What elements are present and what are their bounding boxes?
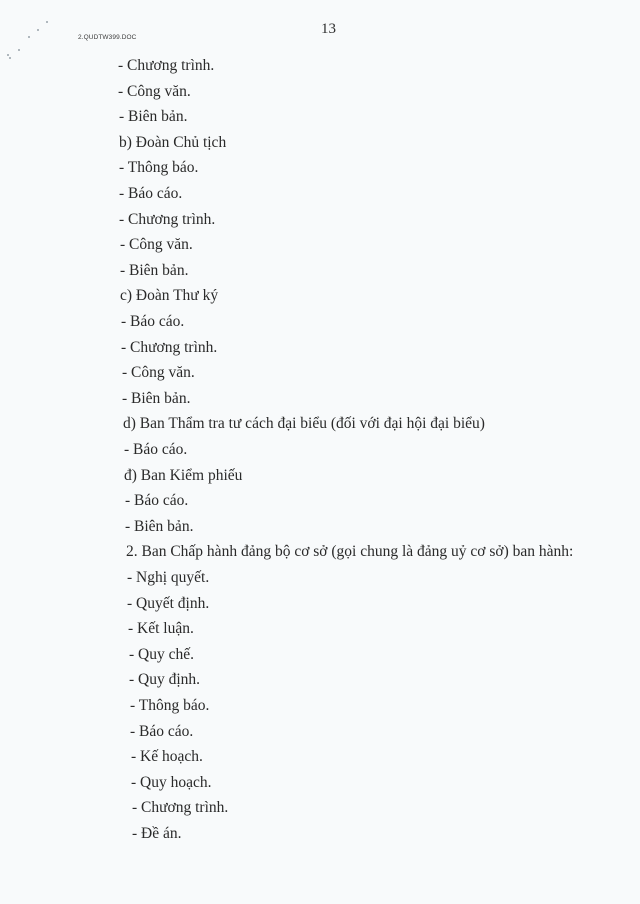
- list-item: - Biên bản.: [125, 517, 194, 535]
- scan-speck: [9, 57, 11, 59]
- section-heading: d) Ban Thẩm tra tư cách đại biểu (đối với đại hội đại biểu): [123, 415, 485, 433]
- list-item: - Báo cáo.: [121, 313, 185, 330]
- section-heading: đ) Ban Kiểm phiếu: [124, 466, 243, 484]
- list-item: - Biên bản.: [120, 261, 189, 279]
- list-item: - Báo cáo.: [125, 492, 189, 510]
- list-item: - Thông báo.: [119, 159, 199, 177]
- scan-speck: [46, 21, 48, 23]
- list-item: - Đề án.: [132, 825, 182, 842]
- scan-speck: [28, 36, 30, 38]
- list-item: - Kết luận.: [128, 620, 194, 638]
- list-item: - Báo cáo.: [119, 185, 183, 202]
- page-number: 13: [321, 21, 336, 37]
- list-item: - Chương trình.: [121, 338, 218, 356]
- list-item: - Chương trình.: [132, 799, 229, 817]
- section-heading: b) Đoàn Chủ tịch: [119, 133, 227, 151]
- scan-speck: [37, 29, 39, 31]
- list-item: - Công văn.: [120, 236, 193, 254]
- list-item: - Chương trình.: [119, 210, 216, 228]
- list-item: - Kế hoạch.: [131, 748, 203, 766]
- list-item: - Báo cáo.: [130, 722, 194, 740]
- scan-speck: [18, 49, 20, 51]
- list-item: - Quy hoạch.: [131, 773, 212, 791]
- list-item: - Nghị quyết.: [127, 569, 210, 586]
- list-item: - Công văn.: [118, 82, 191, 100]
- list-item: - Quy chế.: [129, 645, 194, 663]
- list-item: - Báo cáo.: [124, 441, 188, 458]
- scan-speck: [7, 54, 9, 56]
- list-item: - Công văn.: [122, 364, 195, 382]
- list-item: - Quy định.: [129, 671, 201, 689]
- section-heading: c) Đoàn Thư ký: [120, 287, 219, 305]
- list-item: - Biên bản.: [122, 389, 191, 407]
- list-item: - Biên bản.: [119, 108, 188, 126]
- list-item: - Chương trình.: [118, 57, 215, 74]
- file-name-label: 2.QUDTW399.DOC: [78, 34, 137, 41]
- section-heading: 2. Ban Chấp hành đảng bộ cơ sở (gọi chung là đảng uỷ cơ sở) ban hành:: [126, 543, 574, 561]
- list-item: - Thông báo.: [130, 697, 210, 714]
- list-item: - Quyết định.: [127, 594, 210, 612]
